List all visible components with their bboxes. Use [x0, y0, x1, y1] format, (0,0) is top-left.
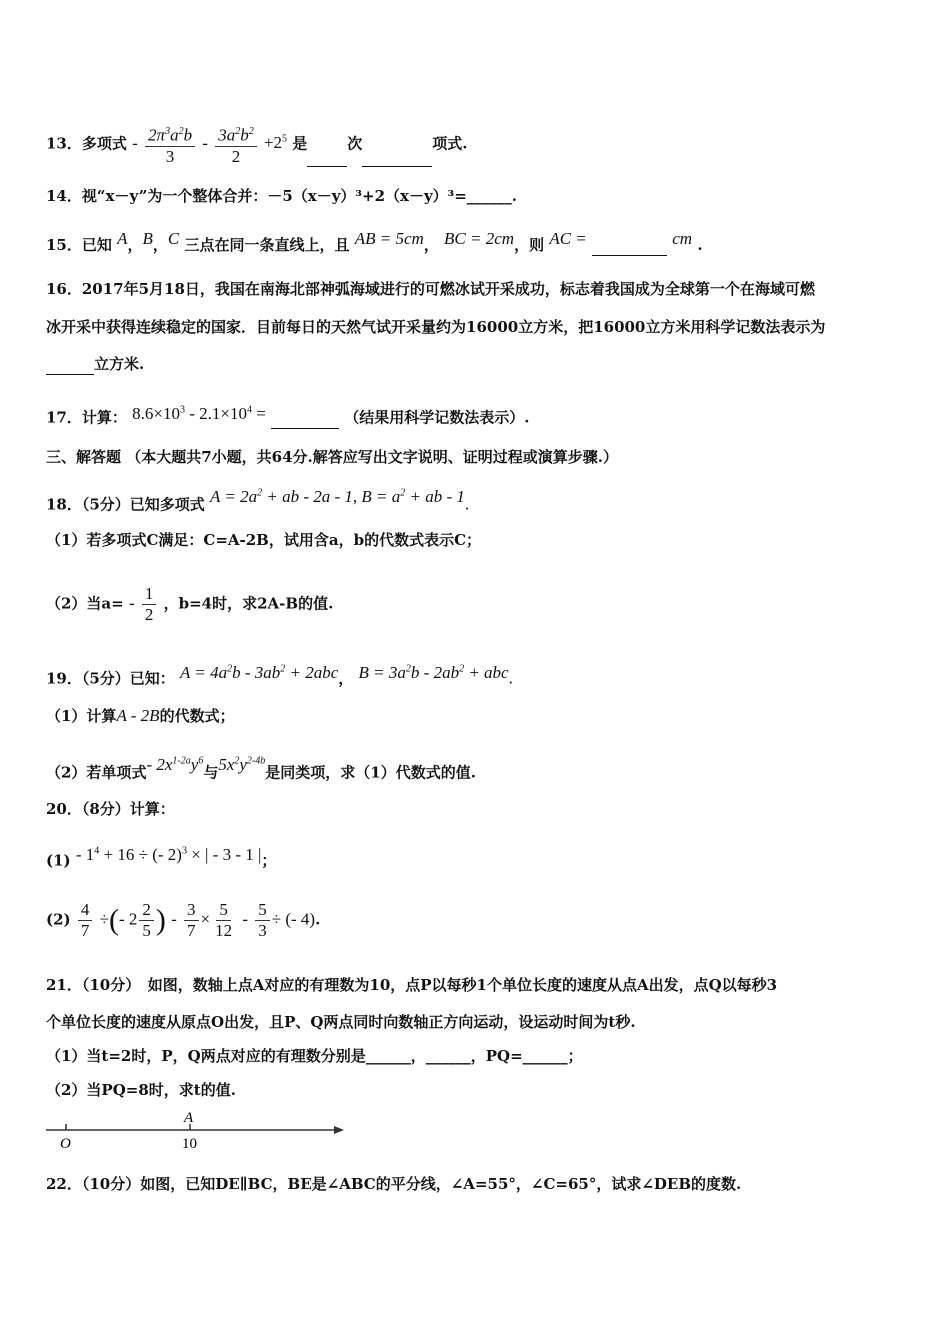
- question-21-line-2: 个单位长度的速度从原点O出发，且P、Q两点同时向数轴正方向运动，设运动时间为t秒.: [46, 1013, 636, 1031]
- q17-blank[interactable]: [271, 412, 339, 429]
- q15-blank[interactable]: [592, 239, 667, 256]
- q13-blank-terms[interactable]: [362, 150, 432, 167]
- q13-frac-1: $\frac{2\pi^3a^2b}{3}$: [145, 122, 195, 167]
- origin-label: O: [60, 1136, 71, 1152]
- q13-prefix: 多项式: [81, 134, 127, 153]
- question-20-part-2: (2) $\frac{4}{7}$ ÷(- 2 $\frac{2}{5}$ ) - $\frac{3}{7}$ × $\frac{5}{12}$ - $\frac{5}{3}$ ÷ (- 4).: [46, 900, 321, 940]
- number-line-figure: [44, 1108, 349, 1156]
- question-20-part-1: $(1) - 1^4 + 16$ ÷ (- 2)$^3$ × | - 3 - 1 |；: [46, 844, 277, 870]
- number-line-arrow: [334, 1126, 344, 1134]
- point-a-label: A: [184, 1110, 194, 1126]
- question-19-part-1: （1）计算A - 2B的代数式；: [46, 706, 235, 725]
- question-21-part-1: （1）当t=2时，P，Q两点对应的有理数分别是______，______，PQ=______；: [46, 1047, 583, 1065]
- question-21-part-2: （2）当PQ=8时，求t的值.: [46, 1081, 236, 1099]
- question-16-line-3: 立方米.: [46, 353, 144, 375]
- q13-number: 13．: [46, 134, 82, 153]
- question-18-part-1: （1）若多项式C满足：C=A-2B，试用含a，b的代数式表示C；: [46, 531, 482, 549]
- question-19: 19．（5分）已知： $A = 4a^2b - 3ab^2 + 2abc$， $B = 3a^2b - 2ab^2$ + abc.: [46, 662, 513, 688]
- question-14: 14．视“x－y”为一个整体合并：－5（x－y）³+2（x－y）³=______.: [46, 187, 518, 205]
- q16-blank[interactable]: [46, 358, 94, 375]
- question-16-line-2: 冰开采中获得连续稳定的国家．目前每日的天然气试开采量约为16000立方米，把16000立方米用科学记数法表示为: [46, 318, 826, 336]
- question-20: 20．（8分）计算：: [46, 800, 175, 818]
- q13-frac-2: $\frac{3a^2b^2}{2}$: [215, 122, 257, 167]
- q18-frac: $\frac{1}{2}$: [142, 584, 157, 625]
- section-3-title: 三、解答题 （本大题共7小题，共64分.解答应写出文字说明、证明过程或演算步骤.）: [46, 448, 618, 466]
- question-21-line-1: 21．（10分） 如图，数轴上点A对应的有理数为10，点P以每秒1个单位长度的速度从点A出发，点Q以每秒3: [46, 976, 778, 994]
- question-15: 15．已知 A，B，C 三点在同一条直线上，且 AB = 5cm， BC = 2cm，则 AC = cm .: [46, 229, 703, 254]
- question-17: 17．计算： $8.6\times 10^3 - 2.1\times 10^4$ = （结果用科学记数法表示）.: [46, 403, 530, 427]
- point-a-value: 10: [182, 1136, 197, 1152]
- question-13: 13．多项式 - $\frac{2\pi^3a^2b}{3}$ - $\frac{3a^2b^2}{2}$ $+2^5$ 是 次 项式.: [46, 122, 468, 167]
- question-16-line-1: 16．2017年5月18日，我国在南海北部神弧海域进行的可燃冰试开采成功，标志着我国成为全球第一个在海域可燃: [46, 280, 815, 298]
- question-22: 22．（10分）如图，已知DE∥BC，BE是∠ABC的平分线，∠A=55°，∠C=65°，试求∠DEB的度数.: [46, 1175, 742, 1193]
- question-18-part-2: （2）当a= - $\frac{1}{2}$ ，b=4时，求2A-B的值.: [46, 584, 334, 624]
- question-19-part-2: （2）若单项式- $2x^{1-2a}y^6$与$5x^2y^{2-4b}$是同类项，求（1）代数式的值.: [46, 754, 476, 782]
- q13-blank-degree[interactable]: [307, 150, 347, 167]
- question-18: 18．（5分）已知多项式 $A = 2a^2$ + ab - 2a - 1, $B = a^2$ + ab - 1.: [46, 486, 470, 514]
